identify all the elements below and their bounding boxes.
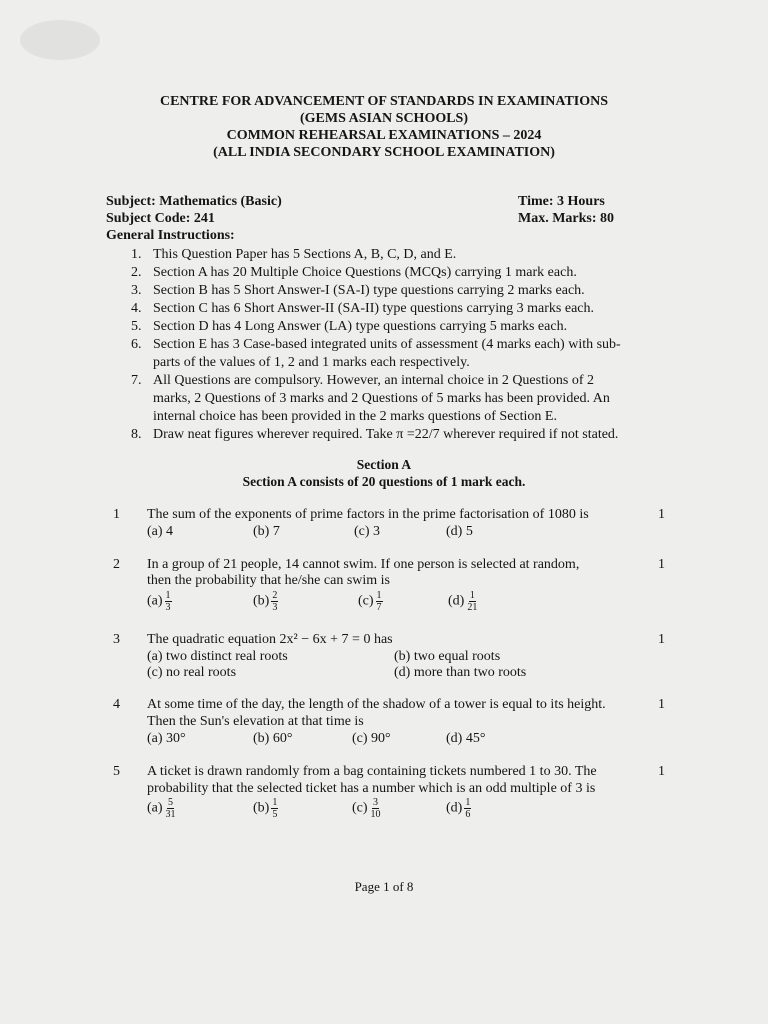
fraction-numerator: 1 (469, 590, 475, 601)
fraction (165, 590, 172, 613)
option-label: (a) (147, 593, 163, 609)
question-text-line-1: In a group of 21 people, 14 cannot swim. If one person is selected at random, (147, 557, 580, 572)
question-number: 5 (113, 764, 120, 779)
option-d (446, 797, 471, 820)
question-number: 2 (113, 557, 120, 572)
fraction-numerator: 3 (373, 797, 379, 808)
instruction-number: 4. (131, 301, 142, 316)
option-b (253, 590, 278, 613)
option-c: (c) 3 (354, 524, 381, 539)
option-label: (c) (352, 800, 368, 816)
question-mark: 1 (658, 764, 665, 779)
subject-label: Subject: Mathematics (Basic) (106, 194, 282, 209)
instruction-number: 1. (131, 247, 142, 262)
question-text-line-1: At some time of the day, the length of the shadow of a tower is equal to its height. (147, 697, 606, 712)
fraction-denominator: 7 (376, 602, 382, 613)
question-text-line-2: then the probability that he/she can swim is (147, 573, 391, 588)
option-a (147, 590, 172, 613)
fraction (466, 590, 478, 613)
question-number: 4 (113, 697, 120, 712)
general-instructions-heading: General Instructions: (106, 228, 235, 243)
instruction-text: Section A has 20 Multiple Choice Questions (MCQs) carrying 1 mark each. (153, 265, 577, 280)
option-label: (d) (446, 800, 463, 816)
time-label: Time: 3 Hours (518, 194, 605, 209)
option-b: (b) 60° (253, 731, 293, 746)
option-d: (d) 5 (446, 524, 473, 539)
header-line-2: (GEMS ASIAN SCHOOLS) (299, 111, 469, 126)
fraction-numerator: 1 (165, 590, 171, 601)
instruction-text: parts of the values of 1, 2 and 1 marks each respectively. (153, 355, 470, 370)
instruction-text: Section C has 6 Short Answer-II (SA-II) type questions carrying 3 marks each. (153, 301, 595, 316)
instruction-text: Section B has 5 Short Answer-I (SA-I) type questions carrying 2 marks each. (153, 283, 585, 298)
instruction-number: 2. (131, 265, 142, 280)
fraction (165, 797, 177, 820)
option-a (147, 797, 177, 820)
instruction-number: 7. (131, 373, 142, 388)
question-mark: 1 (658, 557, 665, 572)
fraction-numerator: 5 (168, 797, 174, 808)
fraction-numerator: 2 (272, 590, 278, 601)
option-label: (b) (253, 593, 270, 609)
question-text-line-2: probability that the selected ticket has a number which is an odd multiple of 3 is (147, 781, 596, 796)
instruction-number: 6. (131, 337, 142, 352)
option-b: (b) 7 (253, 524, 280, 539)
option-label: (d) (448, 593, 465, 609)
instruction-text: Draw neat figures wherever required. Take π =22/7 wherever required if not stated. (153, 427, 619, 442)
subject-code: Subject Code: 241 (106, 211, 215, 226)
option-c (352, 797, 382, 820)
fraction-denominator: 3 (165, 602, 171, 613)
fraction (370, 797, 382, 820)
question-text: The quadratic equation 2x² − 6x + 7 = 0 has (147, 632, 393, 647)
instruction-number: 8. (131, 427, 142, 442)
fraction-numerator: 1 (272, 797, 278, 808)
option-b (253, 797, 278, 820)
instruction-text: Section D has 4 Long Answer (LA) type questions carrying 5 marks each. (153, 319, 568, 334)
instruction-text: This Question Paper has 5 Sections A, B, C, D, and E. (153, 247, 457, 262)
question-mark: 1 (658, 697, 665, 712)
question-text-line-1: A ticket is drawn randomly from a bag containing tickets numbered 1 to 30. The (147, 764, 597, 779)
option-label: (c) (358, 593, 374, 609)
fraction-numerator: 1 (465, 797, 471, 808)
fraction-numerator: 1 (376, 590, 382, 601)
question-text: The sum of the exponents of prime factors in the prime factorisation of 1080 is (147, 507, 589, 522)
question-mark: 1 (658, 507, 665, 522)
instruction-number: 5. (131, 319, 142, 334)
scan-smudge (20, 20, 100, 60)
instruction-text: marks, 2 Questions of 3 marks and 2 Questions of 5 marks has been provided. An (153, 391, 610, 406)
section-title: Section A (356, 457, 412, 472)
option-d: (d) more than two roots (394, 665, 527, 680)
option-d (448, 590, 478, 613)
fraction (376, 590, 383, 613)
instruction-text: Section E has 3 Case-based integrated units of assessment (4 marks each) with sub- (153, 337, 621, 352)
option-label: (a) (147, 800, 163, 816)
fraction-denominator: 6 (465, 809, 471, 820)
page-footer: Page 1 of 8 (354, 879, 414, 894)
fraction (271, 797, 278, 820)
option-c (358, 590, 383, 613)
section-subtitle: Section A consists of 20 questions of 1 mark each. (242, 474, 526, 489)
question-number: 1 (113, 507, 120, 522)
option-a: (a) 30° (147, 731, 186, 746)
option-a: (a) 4 (147, 524, 174, 539)
option-label: (b) (253, 800, 270, 816)
fraction-denominator: 21 (467, 602, 478, 613)
header-line-4: (ALL INDIA SECONDARY SCHOOL EXAMINATION) (213, 145, 555, 160)
instruction-text: internal choice has been provided in the 2 marks questions of Section E. (153, 409, 557, 424)
fraction (271, 590, 278, 613)
fraction-denominator: 31 (165, 809, 176, 820)
fraction (464, 797, 471, 820)
option-c: (c) no real roots (147, 665, 237, 680)
fraction-denominator: 3 (272, 602, 278, 613)
fraction-denominator: 10 (370, 809, 381, 820)
header-line-1: CENTRE FOR ADVANCEMENT OF STANDARDS IN EXAMINATIONS (159, 94, 609, 109)
header-line-3: COMMON REHEARSAL EXAMINATIONS – 2024 (226, 128, 542, 143)
option-d: (d) 45° (446, 731, 486, 746)
instruction-text: All Questions are compulsory. However, an internal choice in 2 Questions of 2 (153, 373, 594, 388)
question-number: 3 (113, 632, 120, 647)
option-b: (b) two equal roots (394, 649, 501, 664)
question-mark: 1 (658, 632, 665, 647)
max-marks-label: Max. Marks: 80 (518, 211, 615, 226)
fraction-denominator: 5 (272, 809, 278, 820)
option-a: (a) two distinct real roots (147, 649, 288, 664)
instruction-number: 3. (131, 283, 142, 298)
option-c: (c) 90° (352, 731, 391, 746)
question-text-line-2: Then the Sun's elevation at that time is (147, 714, 364, 729)
